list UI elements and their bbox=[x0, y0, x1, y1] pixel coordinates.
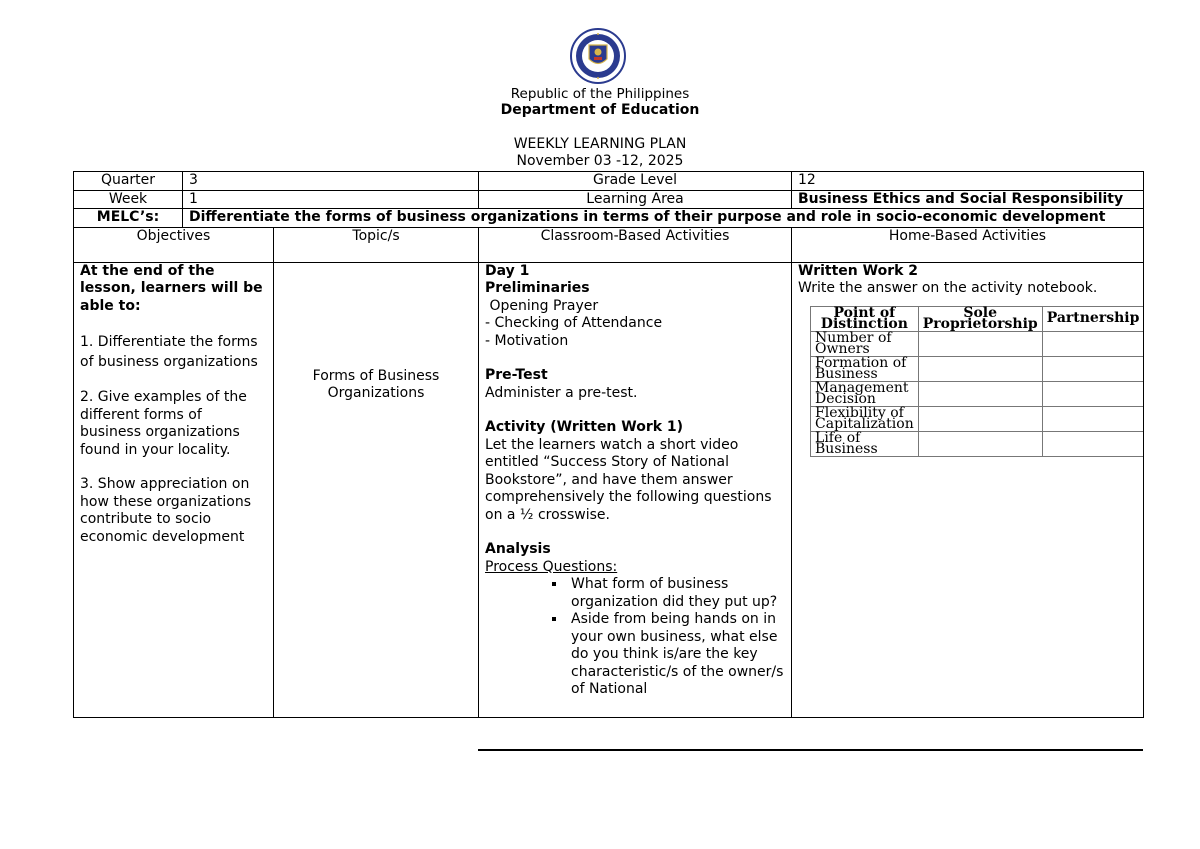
written-work-title: Written Work 2 bbox=[798, 262, 919, 279]
process-questions-label: Process Questions: bbox=[485, 558, 618, 575]
topic-text: Forms of Business Organizations bbox=[312, 367, 440, 401]
distinction-label: Number of Owners bbox=[811, 331, 919, 356]
col-topics: Topic/s bbox=[274, 227, 479, 262]
melc-value: Differentiate the forms of business organizations in terms of their purpose and role in socio-economic development bbox=[183, 209, 1144, 228]
distinction-row bbox=[811, 431, 1144, 456]
distinction-label: Life of Business bbox=[811, 431, 919, 456]
plan-title: WEEKLY LEARNING PLAN bbox=[513, 136, 687, 152]
process-question: ▪ What form of business organization did they put up? bbox=[567, 576, 785, 611]
distinction-label: Flexibility of Capitalization bbox=[811, 406, 919, 431]
grade-label: Grade Level bbox=[479, 172, 792, 191]
objectives-intro: At the end of the lesson, learners will be able to: bbox=[80, 262, 263, 314]
process-question: ▪ Aside from being hands on in your own business, what else do you think is/are the key characteristic/s of the owner/s of National bbox=[567, 611, 785, 699]
col-home: Home-Based Activities bbox=[792, 227, 1144, 262]
col-classroom: Classroom-Based Activities bbox=[479, 227, 792, 262]
melc-label: MELC’s: bbox=[74, 209, 183, 228]
prelim-item: Opening Prayer bbox=[485, 297, 599, 314]
content-row bbox=[74, 262, 1144, 717]
analysis-title: Analysis bbox=[485, 541, 551, 557]
melc-row bbox=[74, 209, 1144, 228]
week-value: 1 bbox=[183, 190, 479, 209]
prelim-title: Preliminaries bbox=[485, 280, 590, 296]
written-work-instruction: Write the answer on the activity notebook. bbox=[798, 280, 1098, 296]
objective-1: 1. Differentiate the forms of business organizations bbox=[80, 334, 258, 370]
grade-value: 12 bbox=[792, 172, 1144, 191]
department-line: Department of Education bbox=[500, 102, 700, 118]
column-header-row bbox=[74, 227, 1144, 262]
pretest-text: Administer a pre-test. bbox=[485, 384, 638, 401]
objectives-cell bbox=[74, 262, 274, 717]
quarter-row bbox=[74, 172, 1144, 191]
prelim-item: - Checking of Attendance bbox=[485, 315, 663, 331]
pretest-title: Pre-Test bbox=[485, 367, 548, 383]
distinction-header: Partnership bbox=[1042, 306, 1144, 331]
objective-2: 2. Give examples of the different forms of business organizations found in your locality. bbox=[80, 389, 247, 458]
quarter-label: Quarter bbox=[74, 172, 183, 191]
activity-text: Let the learners watch a short video entitled “Success Story of National Bookstore”, and have them answer comprehensively the following questions on a ½ crosswise. bbox=[485, 436, 772, 523]
col-objectives: Objectives bbox=[74, 227, 274, 262]
distinction-header-row bbox=[811, 306, 1144, 331]
page-bottom-rule bbox=[478, 749, 1143, 751]
distinction-row bbox=[811, 381, 1144, 406]
distinction-row bbox=[811, 356, 1144, 381]
week-row bbox=[74, 190, 1144, 209]
prelim-item: - Motivation bbox=[485, 332, 569, 349]
objective-3: 3. Show appreciation on how these organizations contribute to socio economic development bbox=[80, 476, 252, 545]
activity-title: Activity (Written Work 1) bbox=[485, 419, 684, 435]
learning-plan-table bbox=[73, 171, 1144, 718]
plan-date: November 03 -12, 2025 bbox=[516, 153, 684, 169]
topic-cell bbox=[274, 262, 479, 717]
day-title: Day 1 bbox=[485, 262, 530, 279]
distinction-table bbox=[810, 306, 1144, 457]
quarter-value: 3 bbox=[183, 172, 479, 191]
area-label: Learning Area bbox=[479, 190, 792, 209]
week-label: Week bbox=[74, 190, 183, 209]
distinction-label: Formation of Business bbox=[811, 356, 919, 381]
distinction-row bbox=[811, 331, 1144, 356]
classroom-cell bbox=[479, 262, 792, 717]
home-cell bbox=[792, 262, 1144, 717]
process-questions-list bbox=[485, 576, 785, 699]
distinction-header: Sole Proprietorship bbox=[918, 306, 1042, 331]
distinction-label: Management Decision bbox=[811, 381, 919, 406]
republic-line: Republic of the Philippines bbox=[510, 86, 690, 102]
distinction-header: Point of Distinction bbox=[811, 306, 919, 331]
area-value: Business Ethics and Social Responsibility bbox=[792, 190, 1144, 209]
deped-seal bbox=[566, 28, 630, 84]
distinction-row bbox=[811, 406, 1144, 431]
